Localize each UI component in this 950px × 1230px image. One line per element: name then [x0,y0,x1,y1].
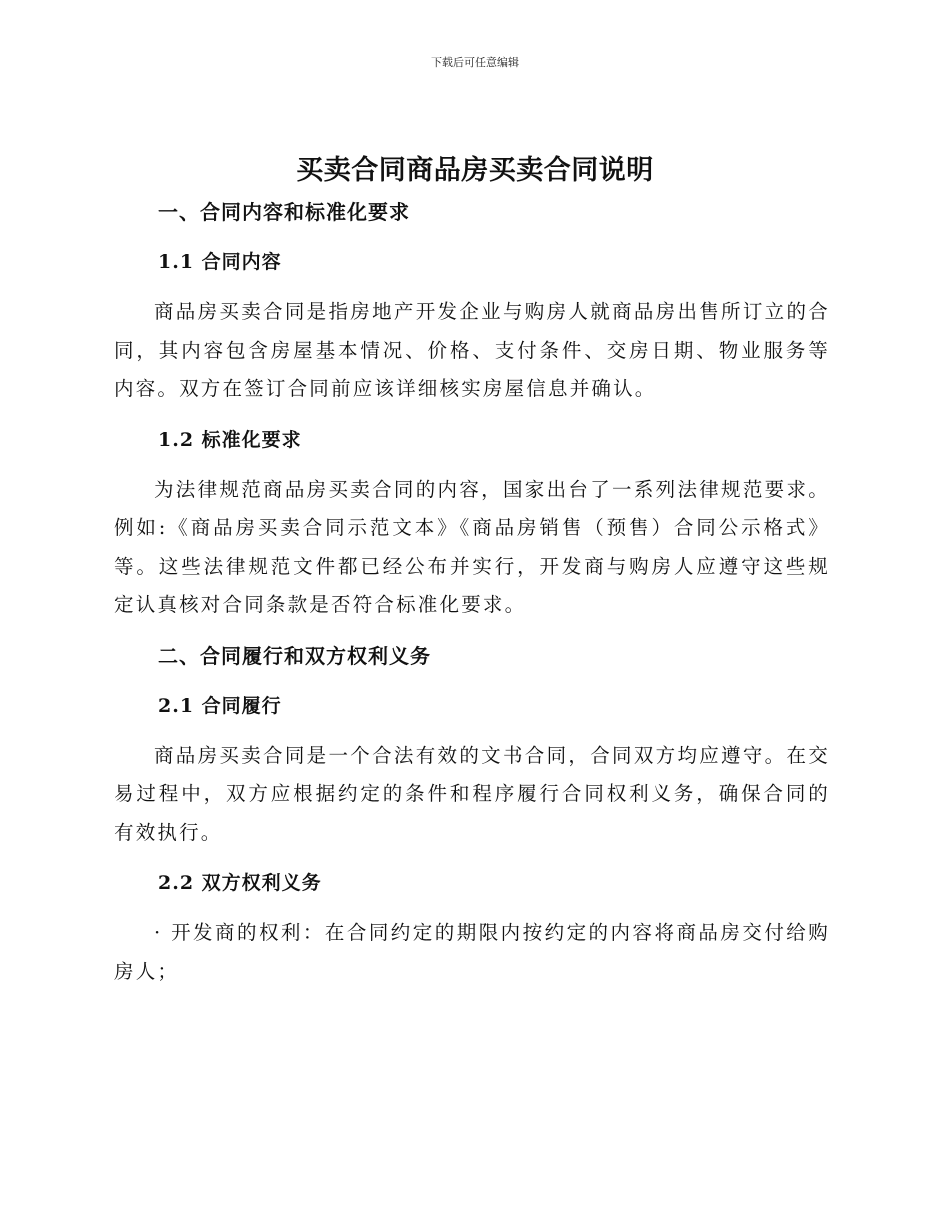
section-heading-1: 一、合同内容和标准化要求 [158,200,410,224]
header-note: 下载后可任意编辑 [431,56,519,69]
subsection-heading-2-1: 2.1 合同履行 [158,694,282,717]
subsection-heading-2-2: 2.2 双方权利义务 [158,872,322,894]
subsection-heading-1-2: 1.2 标准化要求 [158,428,302,451]
document-title: 买卖合同商品房买卖合同说明 [296,155,654,186]
paragraph-2-1: 商品房买卖合同是一个合法有效的文书合同，合同双方均应遵守。在交易过程中，双方应根据约定的条件和程序履行合同权利义务，确保合同的有效执行。 [114,743,830,844]
document-body [114,193,830,991]
subsection-heading-1-1: 1.1 合同内容 [158,251,282,273]
paragraph-1-2: 为法律规范商品房买卖合同的内容，国家出台了一系列法律规范要求。例如:《商品房买卖合同示范文本》《商品房销售（预售）合同公示格式》等。这些法律规范文件都已经公布并实行，开发商与购房人应遵守这些规定认真核对合同条款是否符合标准化要求。 [114,477,830,616]
section-heading-2: 二、合同履行和双方权利义务 [158,643,431,668]
paragraph-2-2: · 开发商的权利：在合同约定的期限内按约定的内容将商品房交付给购房人； [114,921,830,983]
paragraph-1-1: 商品房买卖合同是指房地产开发企业与购房人就商品房出售所订立的合同，其内容包含房屋基本情况、价格、支付条件、交房日期、物业服务等内容。双方在签订合同前应该详细核实房屋信息并确认。 [114,300,830,400]
